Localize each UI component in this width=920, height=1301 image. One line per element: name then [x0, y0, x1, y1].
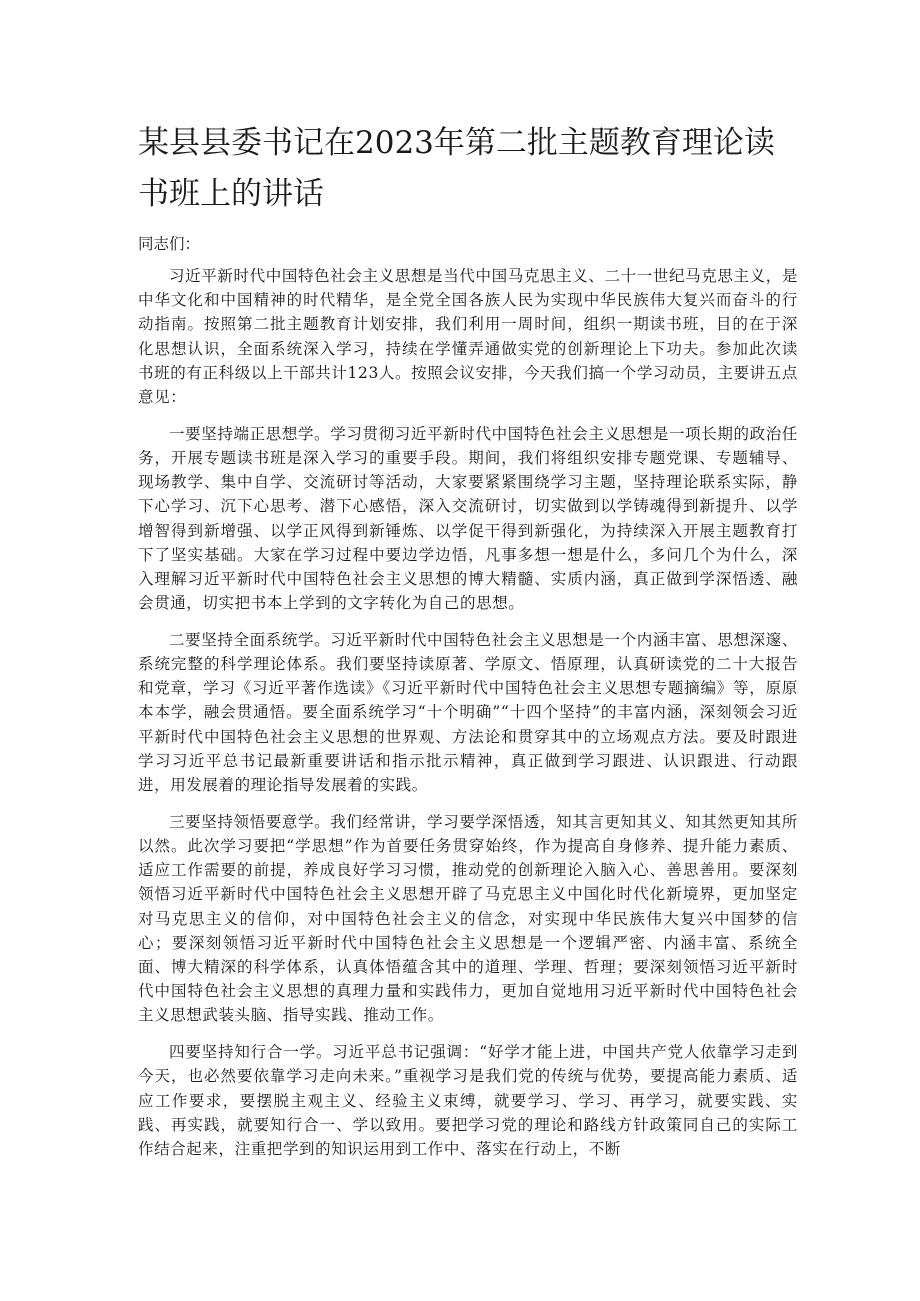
paragraph-point-3: 三要坚持领悟要意学。我们经常讲，学习要学深悟透，知其言更知其义、知其然更知其所以然。此次学习要把“学思想”作为首要任务贯穿始终，作为提高自身修养、提升能力素质、适应工作需要的前提，养成良好学习习惯，推动党的创新理论入脑入心、善思善用。要深刻领悟习近平新时代中国特色社会主义思想开辟了马克思主义中国化时代化新境界，更加坚定对马克思主义的信仰，对中国特色社会主义的信念，对实现中华民族伟大复兴中国梦的信心；要深刻领悟习近平新时代中国特色社会主义思想是一个逻辑严密、内涵丰富、系统全面、博大精深的科学体系，认真体悟蕴含其中的道理、学理、哲理；要深刻领悟习近平新时代中国特色社会主义思想的真理力量和实践伟力，更加自觉地用习近平新时代中国特色社会主义思想武装头脑、指导实践、推动工作。 — [138, 812, 798, 1025]
document-body — [138, 264, 798, 1174]
paragraph-intro: 习近平新时代中国特色社会主义思想是当代中国马克思主义、二十一世纪马克思主义，是中华文化和中国精神的时代精华，是全党全国各族人民为实现中华民族伟大复兴而奋斗的行动指南。按照第二批主题教育计划安排，我们利用一周时间，组织一期读书班，目的在于深化思想认识，全面系统深入学习，持续在学懂弄通做实党的创新理论上下功夫。参加此次读书班的有正科级以上干部共计123人。按照会议安排，今天我们搞一个学习动员，主要讲五点意见： — [138, 267, 798, 407]
paragraph-point-4: 四要坚持知行合一学。习近平总书记强调：“好学才能上进，中国共产党人依靠学习走到今天，也必然要依靠学习走向未来。”重视学习是我们党的传统与优势，要提高能力素质、适应工作要求，要摆脱主观主义、经验主义束缚，就要学习、学习、再学习，就要实践、实践、再实践，就要知行合一、学以致用。要把学习党的理论和路线方针政策同自己的实际工作结合起来，注重把学到的知识运用到工作中、落实在行动上，不断 — [138, 1043, 798, 1158]
salutation: 同志们： — [138, 235, 201, 253]
document-title: 某县县委书记在2023年第二批主题教育理论读书班上的讲话 — [138, 125, 775, 212]
paragraph-point-1: 一要坚持端正思想学。学习贯彻习近平新时代中国特色社会主义思想是一项长期的政治任务，开展专题读书班是深入学习的重要手段。期间，我们将组织安排专题党课、专题辅导、现场教学、集中自学、交流研讨等活动，大家要紧紧围绕学习主题，坚持理论联系实际，静下心学习、沉下心思考、潜下心感悟，深入交流研讨，切实做到以学铸魂得到新提升、以学增智得到新增强、以学正风得到新锤炼、以学促干得到新强化，为持续深入开展主题教育打下了坚实基础。大家在学习过程中要边学边悟，凡事多想一想是什么，多问几个为什么，深入理解习近平新时代中国特色社会主义思想的博大精髓、实质内涵，真正做到学深悟透、融会贯通，切实把书本上学到的文字转化为自己的思想。 — [138, 424, 798, 613]
paragraph-point-2: 二要坚持全面系统学。习近平新时代中国特色社会主义思想是一个内涵丰富、思想深邃、系统完整的科学理论体系。我们要坚持读原著、学原文、悟原理，认真研读党的二十大报告和党章，学习《习近平著作选读》《习近平新时代中国特色社会主义思想专题摘编》等，原原本本学，融会贯通悟。要全面系统学习“十个明确”“十四个坚持”的丰富内涵，深刻领会习近平新时代中国特色社会主义思想的世界观、方法论和贯穿其中的立场观点方法。要及时跟进学习习近平总书记最新重要讲话和指示批示精神，真正做到学习跟进、认识跟进、行动跟进，用发展着的理论指导发展着的实践。 — [138, 630, 798, 795]
